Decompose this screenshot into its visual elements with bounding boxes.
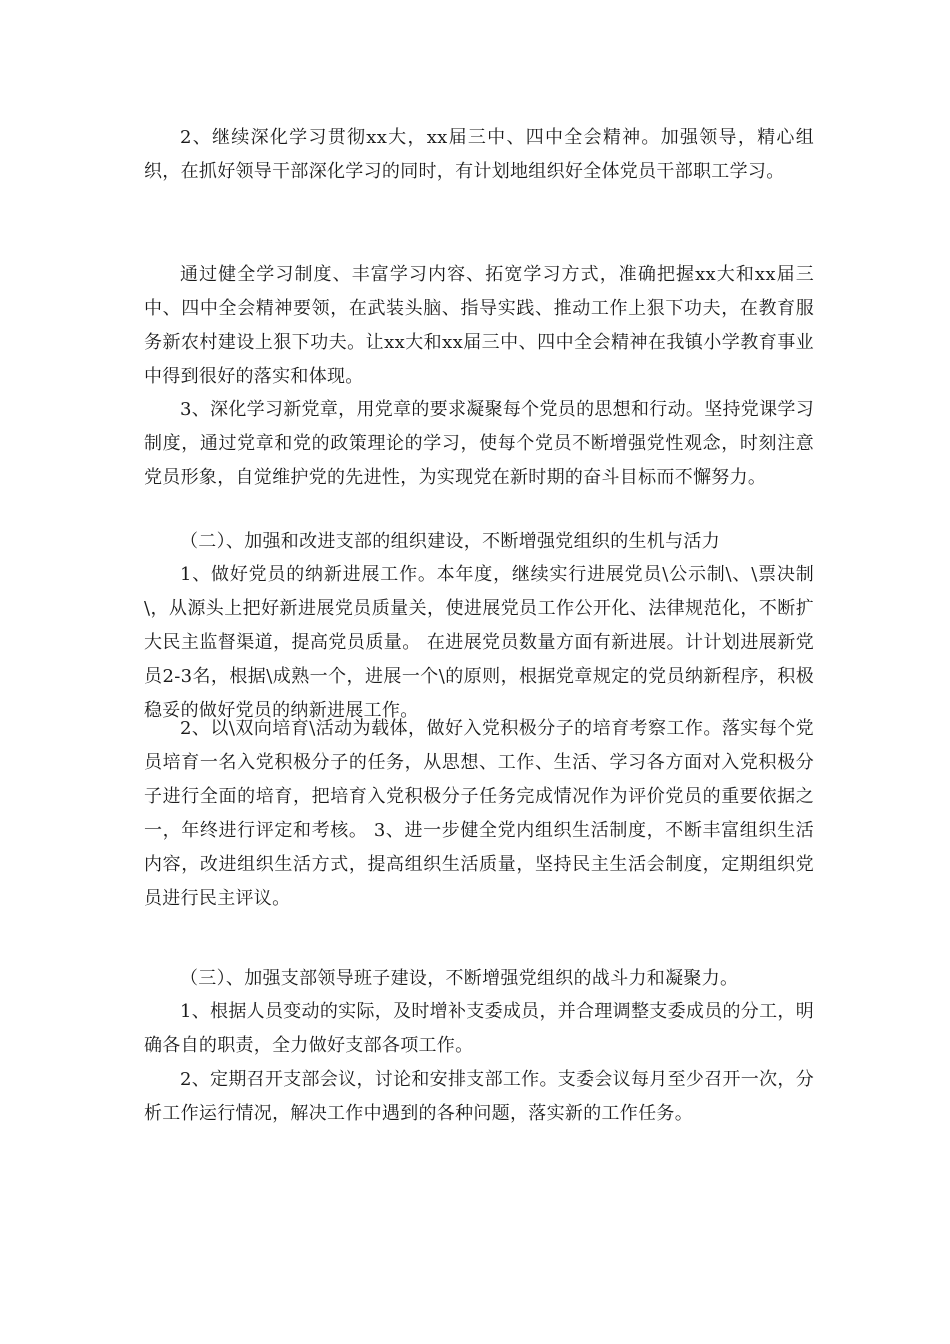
section-heading-organization: （二）、加强和改进支部的组织建设，不断增强党组织的生机与活力 <box>180 531 720 552</box>
paragraph-study-congress: 2、继续深化学习贯彻xx大，xx届三中、四中全会精神。加强领导，精心组织，在抓好领导干部深化学习的同时，有计划地组织好全体党员干部职工学习。 <box>144 127 814 182</box>
paragraph-party-constitution: 3、深化学习新党章，用党章的要求凝聚每个党员的思想和行动。坚持党课学习制度，通过党章和党的政策理论的学习，使每个党员不断增强党性观念，时刻注意党员形象，自觉维护党的先进性，为实现党在新时期的奋斗目标而不懈努力。 <box>144 399 814 488</box>
paragraph-training-activists: 2、以\双向培育\活动为载体，做好入党积极分子的培育考察工作。落实每个党员培育一名入党积极分子的任务，从思想、工作、生活、学习各方面对入党积极分子进行全面的培育，把培育入党积极分子任务完成情况作为评价党员的重要依据之一，年终进行评定和考核。 3、进一步健全党内组织生活制度，不断丰富组织生活内容，改进组织生活方式，提高组织生活质量，坚持民主生活会制度，定期组织党员进行民主评议。 <box>144 718 814 909</box>
paragraph-branch-meetings: 2、定期召开支部会议，讨论和安排支部工作。支委会议每月至少召开一次，分析工作运行情况，解决工作中遇到的各种问题，落实新的工作任务。 <box>144 1069 814 1124</box>
paragraph-study-system: 通过健全学习制度、丰富学习内容、拓宽学习方式，准确把握xx大和xx届三中、四中全会精神要领，在武装头脑、指导实践、推动工作上狠下功夫，在教育服务新农村建设上狠下功夫。让xx大和xx届三中、四中全会精神在我镇小学教育事业中得到很好的落实和体现。 <box>144 264 814 387</box>
paragraph-new-members: 1、做好党员的纳新进展工作。本年度，继续实行进展党员\公示制\、\票决制\，从源头上把好新进展党员质量关，使进展党员工作公开化、法律规范化，不断扩大民主监督渠道，提高党员质量。 在进展党员数量方面有新进展。计计划进展新党员2-3名，根据\成熟一个，进展一个\的原则，根据党章规定的党员纳新程序，积极稳妥的做好党员的纳新进展工作。 <box>144 564 814 721</box>
paragraph-committee-members: 1、根据人员变动的实际，及时增补支委成员，并合理调整支委成员的分工，明确各自的职责，全力做好支部各项工作。 <box>144 1001 814 1056</box>
section-heading-leadership: （三）、加强支部领导班子建设，不断增强党组织的战斗力和凝聚力。 <box>180 968 739 989</box>
